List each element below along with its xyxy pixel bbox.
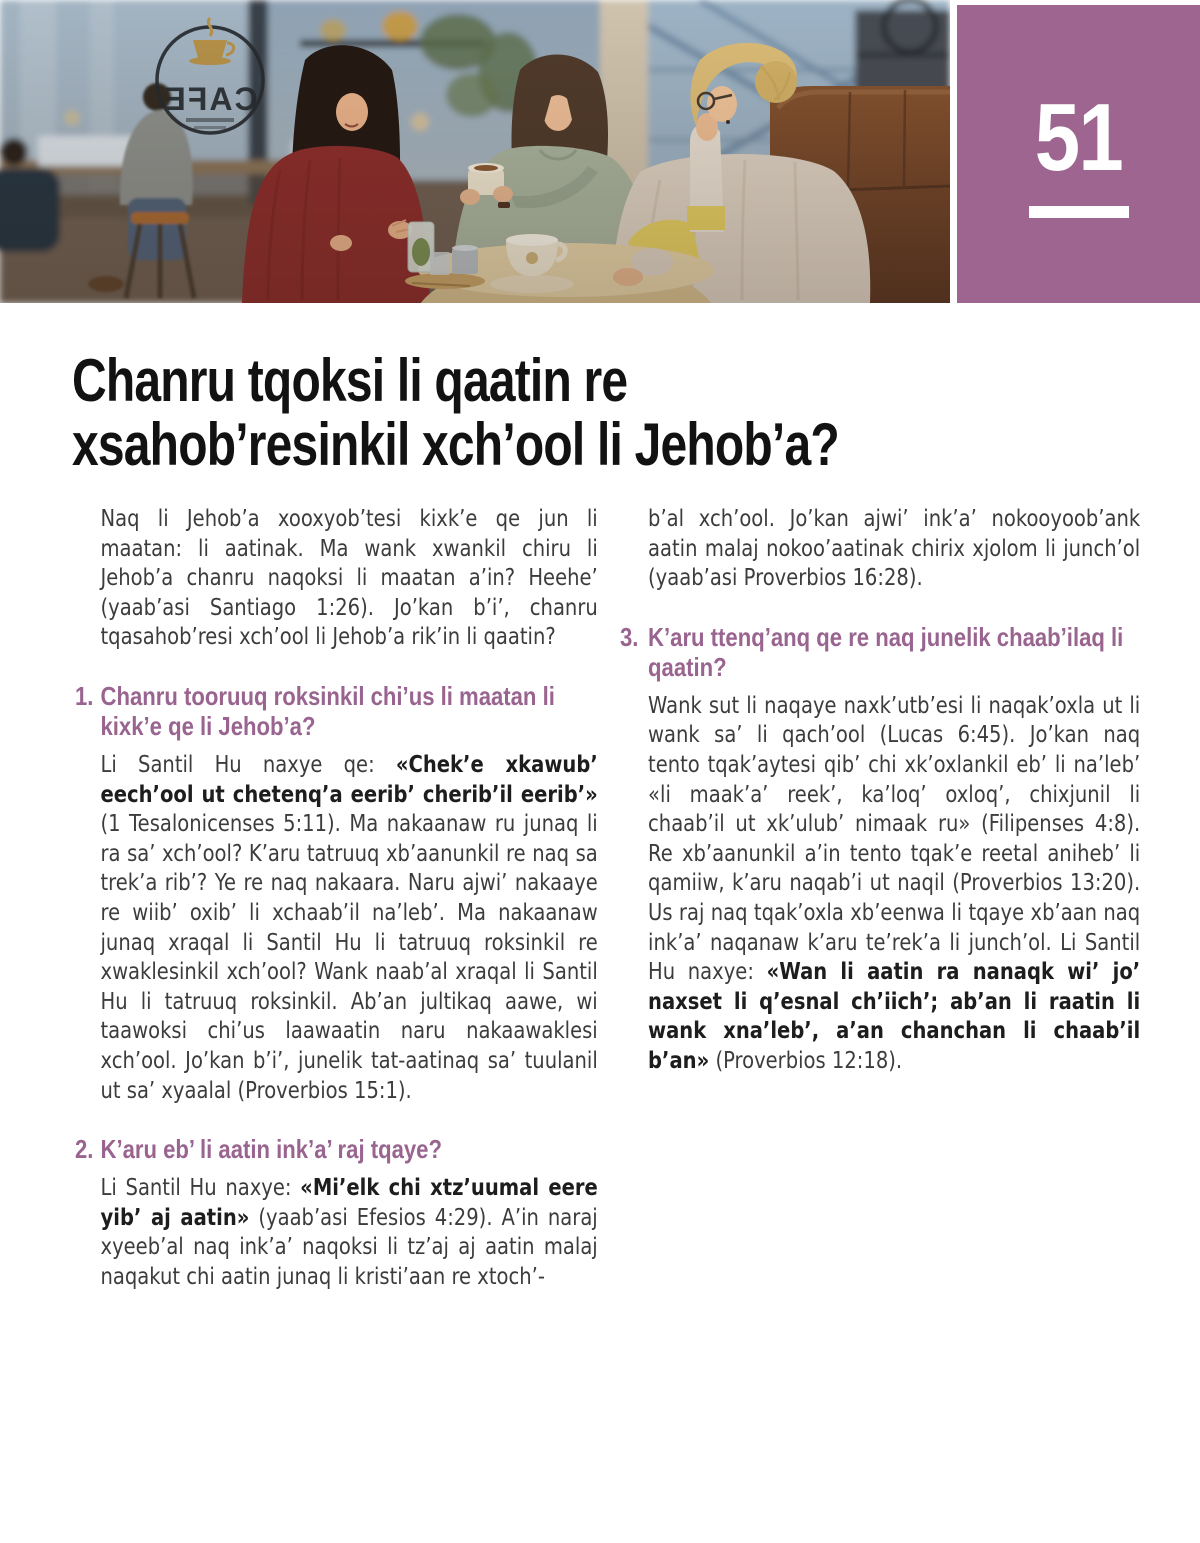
question-1-text: Chanru tooruuq roksinkil chi’us li maatan li kixk’e qe li Jehob’a? (100, 680, 555, 741)
question-1-number: 1. (75, 680, 94, 711)
column-right (620, 505, 1140, 1077)
question-1-paragraph: Li Santil Hu naxye qe: «Chek’e xkawub’ eech’ool ut chetenq’a eerib’ cherib’il eerib’» (1 Tesalonicenses 5:11). Ma nakaanaw ru junaq li ra sa’ xch’ool? K’aru tatruuq xb’aanunkil re naq sa trek’a rib’? Ye re naq nakaara. Naru ajwi’ nakaaye re wiib’ oxib’ li xchaab’il na’leb’. Ma nakaanaw junaq xraqal li Santil Hu li tatruuq roksinkil re xwaklesinkil xch’ool? Wank naab’al xraqal li Santil Hu li tatruuq roksinkil. Ab’an jultikaq aawe, wi taawoksi chi’us laawaatin naru nakaawaklesi xch’ool. Jo’kan b’i’, junelik tat-aatinaq sa’ tuulanil ut sa’ xyaalal (Proverbios 15:1). (100, 751, 598, 1104)
question-2-number: 2. (75, 1134, 94, 1165)
page-title-line-1: Chanru tqoksi li qaatin re (72, 347, 628, 414)
question-3-paragraph: Wank sut li naqaye naxk’utb’esi li naqak’oxla ut li wank sa’ li qach’ool (Lucas 6:45). Jo’kan naq tento tqak’aytesi qib’ chi xk’oxlankil eb’ li na’leb’ «li maak’a’ reek’, ka’loq’ oxloq’, chixjunil li chaab’il ut xk’ulub’ nimaak ru» (Filipenses 4:8). Re xb’aanunkil a’in tento tqak’e reetal aniheb’ li qamiiw, k’aru naqab’i ut naqil (Proverbios 13:20). Us raj naq tqak’oxla xb’eenwa li tqaye xb’aan naq ink’a’ naqanaw k’aru te’rek’a li junch’ol. Li Santil Hu naxye: «Wan li aatin ra nanaqk wi’ jo’ naxset li q’esnal ch’iich’; ab’an li raatin li wank xna’leb’, a’an chanchan li chaab’il b’an» (Proverbios 12:18). (648, 692, 1141, 1074)
lesson-number: 51 (1034, 84, 1123, 191)
question-3-heading (620, 622, 1140, 682)
question-1-heading (75, 681, 598, 741)
cafe-scene-illustration (0, 0, 950, 303)
question-2-paragraph-part-2: b’al xch’ool. Jo’kan ajwi’ ink’a’ nokooyoob’ank aatin malaj nokoo’aatinak chirix xjolom li junch’ol (yaab’asi Proverbios 16:28). (648, 506, 1141, 592)
question-2-paragraph-part-1: Li Santil Hu naxye: «Mi’elk chi xtz’uumal eere yib’ aj aatin» (yaab’asi Efesios 4:29). A’in naraj xyeeb’al naq ink’a’ naqoksi li tz’aj aj aatin malaj naqakut chi aatin junaq li kristi’aan re xtoch’- (100, 1175, 598, 1290)
page-title-line-2: xsahob’resinkil xch’ool li Jehob’a? (72, 411, 839, 478)
question-3-number: 3. (620, 621, 639, 652)
page-title (72, 349, 839, 477)
lesson-number-underline (1029, 206, 1129, 218)
column-left (75, 505, 598, 1292)
photo-vignette (0, 0, 950, 303)
question-2-heading (75, 1134, 598, 1164)
hero-photo (0, 0, 950, 303)
intro-paragraph: Naq li Jehob’a xooxyob’tesi kixk’e qe jun li maatan: li aatinak. Ma wank xwankil chiru li Jehob’a chanru naqoksi li maatan a’in? Heehe’ (yaab’asi Santiago 1:26). Jo’kan b’i’, chanru tqasahob’resi xch’ool li Jehob’a rik’in li qaatin? (100, 506, 598, 651)
lesson-number-badge (957, 5, 1200, 303)
question-2-text: K’aru eb’ li aatin ink’a’ raj tqaye? (100, 1134, 442, 1165)
question-3-text: K’aru ttenq’anq qe re naq junelik chaab’ilaq li qaatin? (648, 621, 1124, 682)
